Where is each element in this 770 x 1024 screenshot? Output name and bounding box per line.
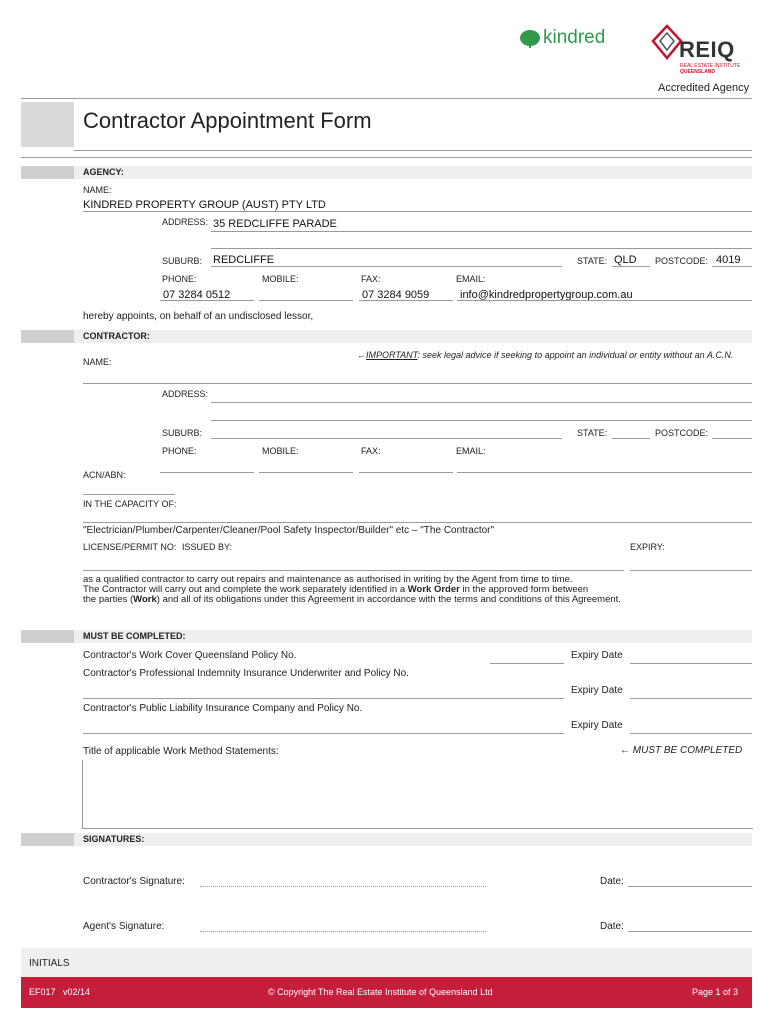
agency-postcode-label: POSTCODE: — [655, 256, 709, 266]
contractor-state-label: STATE: — [577, 428, 608, 438]
agency-name-label: NAME: — [83, 185, 112, 195]
workcover-line[interactable] — [490, 663, 564, 664]
contractor-phone-label: PHONE: — [162, 446, 197, 456]
signatures-section-header: SIGNATURES: — [21, 833, 752, 846]
reiq-brand: REIQ — [679, 37, 735, 62]
agency-state-label: STATE: — [577, 256, 608, 266]
liability-line[interactable] — [83, 733, 564, 734]
agency-email-value[interactable]: info@kindredpropertygroup.com.au — [460, 289, 633, 301]
indemnity-label: Contractor's Professional Indemnity Insurance Underwriter and Policy No. — [83, 668, 409, 679]
kindred-logo — [519, 28, 609, 50]
license-line[interactable] — [83, 570, 624, 571]
agency-address-value[interactable]: 35 REDCLIFFE PARADE — [213, 218, 337, 230]
agency-email-label: EMAIL: — [456, 274, 486, 284]
important-text: : seek legal advice if seeking to appoint an individual or entity without an A.C.N. — [417, 350, 734, 360]
page-number: Page 1 of 3 — [691, 987, 738, 997]
agency-suburb-line — [211, 266, 562, 267]
contractor-date-label: Date: — [600, 876, 624, 887]
issued-by-label: ISSUED BY: — [182, 542, 233, 552]
terms-line-1: as a qualified contractor to carry out repairs and maintenance as authorised in writing by the Agent from time to time. — [83, 574, 573, 585]
liability-expiry-label: Expiry Date — [571, 720, 623, 731]
agency-suburb-label: SUBURB: — [162, 256, 203, 266]
agent-date-label: Date: — [600, 921, 624, 932]
agency-state-line — [612, 266, 650, 267]
kindred-brand: kindred — [543, 27, 606, 48]
license-label: LICENSE/PERMIT NO: — [83, 542, 177, 552]
agency-name-value[interactable]: KINDRED PROPERTY GROUP (AUST) PTY LTD — [83, 199, 326, 211]
contractor-mobile-label: MOBILE: — [262, 446, 299, 456]
agency-phone-label: PHONE: — [162, 274, 197, 284]
expiry-line[interactable] — [630, 570, 752, 571]
capacity-text: "Electrician/Plumber/Carpenter/Cleaner/Pool Safety Inspector/Builder" etc – "The Contractor" — [83, 525, 495, 536]
accredited-agency: Accredited Agency — [658, 82, 750, 94]
contractor-postcode-line[interactable] — [712, 438, 752, 439]
contractor-date-line[interactable] — [628, 886, 752, 887]
workcover-expiry-label: Expiry Date — [571, 650, 623, 661]
terms-line-2: The Contractor will carry out and complete the work separately identified in a Work Order in the approved form between — [83, 584, 589, 595]
capacity-line[interactable] — [83, 522, 752, 523]
contractor-state-line[interactable] — [612, 438, 650, 439]
contractor-phone-line[interactable] — [160, 472, 254, 473]
must-section-header: MUST BE COMPLETED: — [21, 630, 752, 643]
contractor-postcode-label: POSTCODE: — [655, 428, 709, 438]
divider — [21, 157, 752, 158]
agency-email-line — [457, 300, 752, 301]
indemnity-line[interactable] — [83, 698, 564, 699]
agency-fax-label: FAX: — [361, 274, 381, 284]
liability-label: Contractor's Public Liability Insurance Company and Policy No. — [83, 703, 363, 714]
agent-date-line[interactable] — [628, 931, 752, 932]
agency-name-line — [83, 211, 752, 212]
acn-label: ACN/ABN: — [83, 470, 126, 480]
agency-address-label: ADDRESS: — [162, 217, 209, 227]
acn-line[interactable] — [83, 494, 175, 495]
agency-phone-line — [160, 300, 254, 301]
reiq-subtitle-1: REAL ESTATE INSTITUTE — [680, 63, 741, 69]
agency-fax-line — [359, 300, 453, 301]
agency-fax-value[interactable]: 07 3284 9059 — [362, 289, 430, 301]
terms-line-3: the parties (Work) and all of its obligations under this Agreement in accordance with the terms and conditions of this Agreement. — [83, 594, 621, 605]
initials-label: INITIALS — [29, 958, 70, 969]
contractor-signature-line[interactable] — [200, 886, 486, 887]
indemnity-expiry-label: Expiry Date — [571, 685, 623, 696]
contractor-mobile-line[interactable] — [259, 472, 353, 473]
divider — [21, 98, 752, 99]
contractor-address-label: ADDRESS: — [162, 389, 209, 399]
liability-expiry-line[interactable] — [630, 733, 752, 734]
contractor-email-line[interactable] — [457, 472, 752, 473]
important-word: IMPORTANT — [366, 350, 418, 360]
contractor-address-line[interactable] — [211, 402, 752, 403]
contractor-fax-line[interactable] — [359, 472, 453, 473]
initials-bar[interactable] — [21, 948, 752, 977]
contractor-name-line[interactable] — [83, 383, 752, 384]
contractor-email-label: EMAIL: — [456, 446, 486, 456]
leaf-icon — [519, 29, 541, 49]
indemnity-expiry-line[interactable] — [630, 698, 752, 699]
divider — [74, 150, 752, 151]
agency-state-value[interactable]: QLD — [614, 254, 637, 266]
agency-postcode-value[interactable]: 4019 — [716, 254, 741, 266]
reiq-logo — [650, 24, 750, 84]
agency-address-line — [211, 231, 752, 232]
contractor-suburb-line[interactable] — [211, 438, 562, 439]
important-note — [357, 350, 733, 360]
contractor-address-line-2[interactable] — [211, 420, 752, 421]
agent-signature-line[interactable] — [200, 931, 486, 932]
contractor-suburb-label: SUBURB: — [162, 428, 203, 438]
reiq-subtitle-2: QUEENSLAND — [680, 69, 716, 75]
terms-paragraph — [83, 575, 621, 605]
contractor-name-label: NAME: — [83, 357, 112, 367]
appoints-text: hereby appoints, on behalf of an undisclosed lessor, — [83, 311, 314, 322]
method-statements-label: Title of applicable Work Method Statements: — [83, 746, 279, 757]
workcover-expiry-line[interactable] — [630, 663, 752, 664]
copyright-text: © Copyright The Real Estate Institute of Queensland Ltd — [268, 987, 493, 997]
agency-phone-value[interactable]: 07 3284 0512 — [163, 289, 231, 301]
arrow-left-icon: ← — [357, 350, 366, 360]
agency-section-header: AGENCY: — [21, 166, 752, 179]
workcover-label: Contractor's Work Cover Queensland Policy No. — [83, 650, 297, 661]
method-statements-box[interactable] — [82, 760, 753, 829]
must-complete-note: ← MUST BE COMPLETED — [620, 745, 743, 756]
agency-mobile-line — [259, 300, 353, 301]
agency-address-line-2 — [211, 248, 752, 249]
agency-mobile-label: MOBILE: — [262, 274, 299, 284]
capacity-label: IN THE CAPACITY OF: — [83, 499, 177, 509]
expiry-label: EXPIRY: — [630, 542, 665, 552]
contractor-fax-label: FAX: — [361, 446, 381, 456]
footer-bar — [21, 977, 752, 1008]
page-title: Contractor Appointment Form — [83, 108, 372, 133]
form-code: EF017 v02/14 — [29, 987, 91, 997]
contractor-section-header: CONTRACTOR: — [21, 330, 752, 343]
title-tab — [21, 102, 74, 147]
contractor-signature-label: Contractor's Signature: — [83, 876, 185, 887]
agent-signature-label: Agent's Signature: — [83, 921, 165, 932]
agency-suburb-value[interactable]: REDCLIFFE — [213, 254, 275, 266]
agency-postcode-line — [712, 266, 752, 267]
